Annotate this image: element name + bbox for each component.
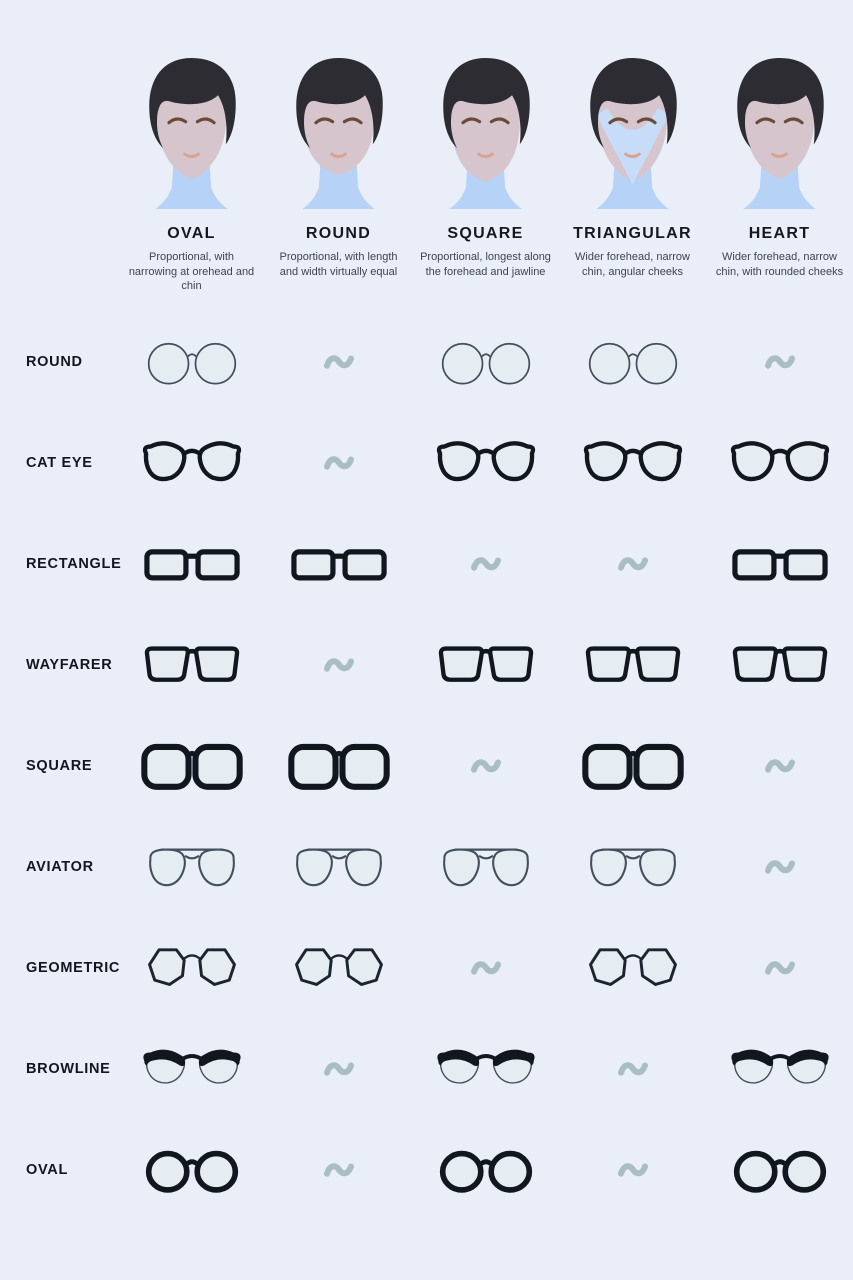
suitability-cell <box>412 436 559 490</box>
suitability-cell <box>559 739 706 793</box>
suitability-cell <box>559 1059 706 1080</box>
face-shape-description: Proportional, with narrowing at orehead and chin <box>128 251 255 293</box>
face-shape-description: Wider forehead, narrow chin, with rounded cheeks <box>715 251 844 278</box>
glasses-style-label: BROWLINE <box>26 1061 111 1078</box>
cateye-glasses-icon <box>581 436 685 490</box>
browline-glasses-icon <box>434 1042 538 1096</box>
tilde-squiggle-icon <box>323 453 355 474</box>
browline-glasses-icon <box>140 1042 244 1096</box>
face-shape-label: SQUARE <box>447 225 524 242</box>
tilde-squiggle-icon <box>470 756 502 777</box>
suitability-cell <box>412 756 559 777</box>
round-face-illustration <box>265 50 412 217</box>
cateye-glasses-icon <box>434 436 538 490</box>
suitability-cell <box>265 739 412 793</box>
cateye-glasses-icon <box>140 436 244 490</box>
tilde-squiggle-icon <box>323 655 355 676</box>
suitability-cell <box>412 958 559 979</box>
geometric-glasses-icon <box>287 941 391 995</box>
wayfarer-glasses-icon <box>581 638 685 692</box>
tilde-squiggle-icon <box>323 1059 355 1080</box>
face-shape-description: Wider forehead, narrow chin, angular cheeks <box>575 251 690 278</box>
suitability-cell <box>559 554 706 575</box>
glasses-style-label: OVAL <box>26 1162 69 1179</box>
face-column-square <box>412 50 559 294</box>
suitability-cell <box>706 958 853 979</box>
round-glasses-icon <box>434 335 538 389</box>
suitability-matrix <box>0 312 853 1221</box>
suitability-cell <box>559 335 706 389</box>
suitability-cell <box>265 655 412 676</box>
glasses-style-row <box>0 615 853 716</box>
square-glasses-icon <box>140 739 244 793</box>
face-column-oval <box>118 50 265 294</box>
suitability-cell <box>412 1143 559 1197</box>
suitability-cell <box>265 1059 412 1080</box>
tilde-squiggle-icon <box>470 554 502 575</box>
suitability-cell <box>559 436 706 490</box>
suitability-cell <box>559 941 706 995</box>
suitability-cell <box>412 1042 559 1096</box>
heart-face-illustration <box>706 50 853 217</box>
wayfarer-glasses-icon <box>728 638 832 692</box>
wayfarer-glasses-icon <box>434 638 538 692</box>
glasses-style-row <box>0 817 853 918</box>
suitability-cell <box>412 554 559 575</box>
suitability-cell <box>118 1143 265 1197</box>
square-glasses-icon <box>287 739 391 793</box>
oval-face-illustration <box>118 50 265 217</box>
tilde-squiggle-icon <box>764 352 796 373</box>
glasses-style-label: AVIATOR <box>26 859 94 876</box>
round-glasses-icon <box>140 335 244 389</box>
aviator-glasses-icon <box>434 840 538 894</box>
aviator-glasses-icon <box>140 840 244 894</box>
glasses-style-label: SQUARE <box>26 758 93 775</box>
tilde-squiggle-icon <box>764 756 796 777</box>
face-column-round <box>265 50 412 294</box>
glasses-style-row <box>0 413 853 514</box>
suitability-cell <box>265 941 412 995</box>
oval-glasses-icon <box>728 1143 832 1197</box>
suitability-cell <box>706 1143 853 1197</box>
tilde-squiggle-icon <box>470 958 502 979</box>
suitability-cell <box>118 335 265 389</box>
face-column-heart <box>706 50 853 294</box>
glasses-style-row <box>0 1019 853 1120</box>
tilde-squiggle-icon <box>323 352 355 373</box>
suitability-cell <box>118 739 265 793</box>
aviator-glasses-icon <box>287 840 391 894</box>
browline-glasses-icon <box>728 1042 832 1096</box>
glasses-style-label: ROUND <box>26 354 83 371</box>
suitability-cell <box>265 453 412 474</box>
rectangle-glasses-icon <box>728 537 832 591</box>
suitability-cell <box>706 537 853 591</box>
rectangle-glasses-icon <box>287 537 391 591</box>
suitability-cell <box>706 638 853 692</box>
geometric-glasses-icon <box>581 941 685 995</box>
glasses-style-row <box>0 716 853 817</box>
glasses-style-row <box>0 514 853 615</box>
triangular-face-illustration <box>559 50 706 217</box>
aviator-glasses-icon <box>581 840 685 894</box>
tilde-squiggle-icon <box>617 554 649 575</box>
tilde-squiggle-icon <box>617 1059 649 1080</box>
suitability-cell <box>412 638 559 692</box>
oval-glasses-icon <box>434 1143 538 1197</box>
square-glasses-icon <box>581 739 685 793</box>
glasses-style-row <box>0 1120 853 1221</box>
glasses-style-label: GEOMETRIC <box>26 960 121 977</box>
tilde-squiggle-icon <box>323 1160 355 1181</box>
suitability-cell <box>265 840 412 894</box>
face-columns-header <box>0 0 853 294</box>
suitability-cell <box>265 537 412 591</box>
suitability-cell <box>118 840 265 894</box>
tilde-squiggle-icon <box>764 958 796 979</box>
tilde-squiggle-icon <box>764 857 796 878</box>
geometric-glasses-icon <box>140 941 244 995</box>
glasses-style-label: CAT EYE <box>26 455 93 472</box>
suitability-cell <box>265 352 412 373</box>
face-shape-label: ROUND <box>305 225 372 242</box>
glasses-style-row <box>0 312 853 413</box>
face-shape-description: Proportional, longest along the forehead and jawline <box>420 251 551 278</box>
rectangle-glasses-icon <box>140 537 244 591</box>
suitability-cell <box>559 840 706 894</box>
suitability-cell <box>706 1042 853 1096</box>
face-shape-label: OVAL <box>167 225 216 242</box>
tilde-squiggle-icon <box>617 1160 649 1181</box>
suitability-cell <box>706 756 853 777</box>
glasses-style-label: WAYFARER <box>26 657 113 674</box>
suitability-cell <box>118 638 265 692</box>
face-column-triangular <box>559 50 706 294</box>
face-shape-label: HEART <box>748 225 811 242</box>
suitability-cell <box>559 1160 706 1181</box>
cateye-glasses-icon <box>728 436 832 490</box>
suitability-cell <box>706 857 853 878</box>
face-shape-description: Proportional, with length and width virtually equal <box>279 251 398 278</box>
header-spacer <box>0 50 118 294</box>
suitability-cell <box>706 352 853 373</box>
glasses-style-row <box>0 918 853 1019</box>
wayfarer-glasses-icon <box>140 638 244 692</box>
suitability-cell <box>118 1042 265 1096</box>
suitability-cell <box>118 537 265 591</box>
suitability-cell <box>559 638 706 692</box>
square-face-illustration <box>412 50 559 217</box>
suitability-cell <box>412 335 559 389</box>
round-glasses-icon <box>581 335 685 389</box>
suitability-cell <box>265 1160 412 1181</box>
suitability-cell <box>706 436 853 490</box>
suitability-cell <box>118 436 265 490</box>
oval-glasses-icon <box>140 1143 244 1197</box>
suitability-cell <box>118 941 265 995</box>
glasses-style-label: RECTANGLE <box>26 556 122 573</box>
suitability-cell <box>412 840 559 894</box>
face-shape-label: TRIANGULAR <box>573 225 692 242</box>
